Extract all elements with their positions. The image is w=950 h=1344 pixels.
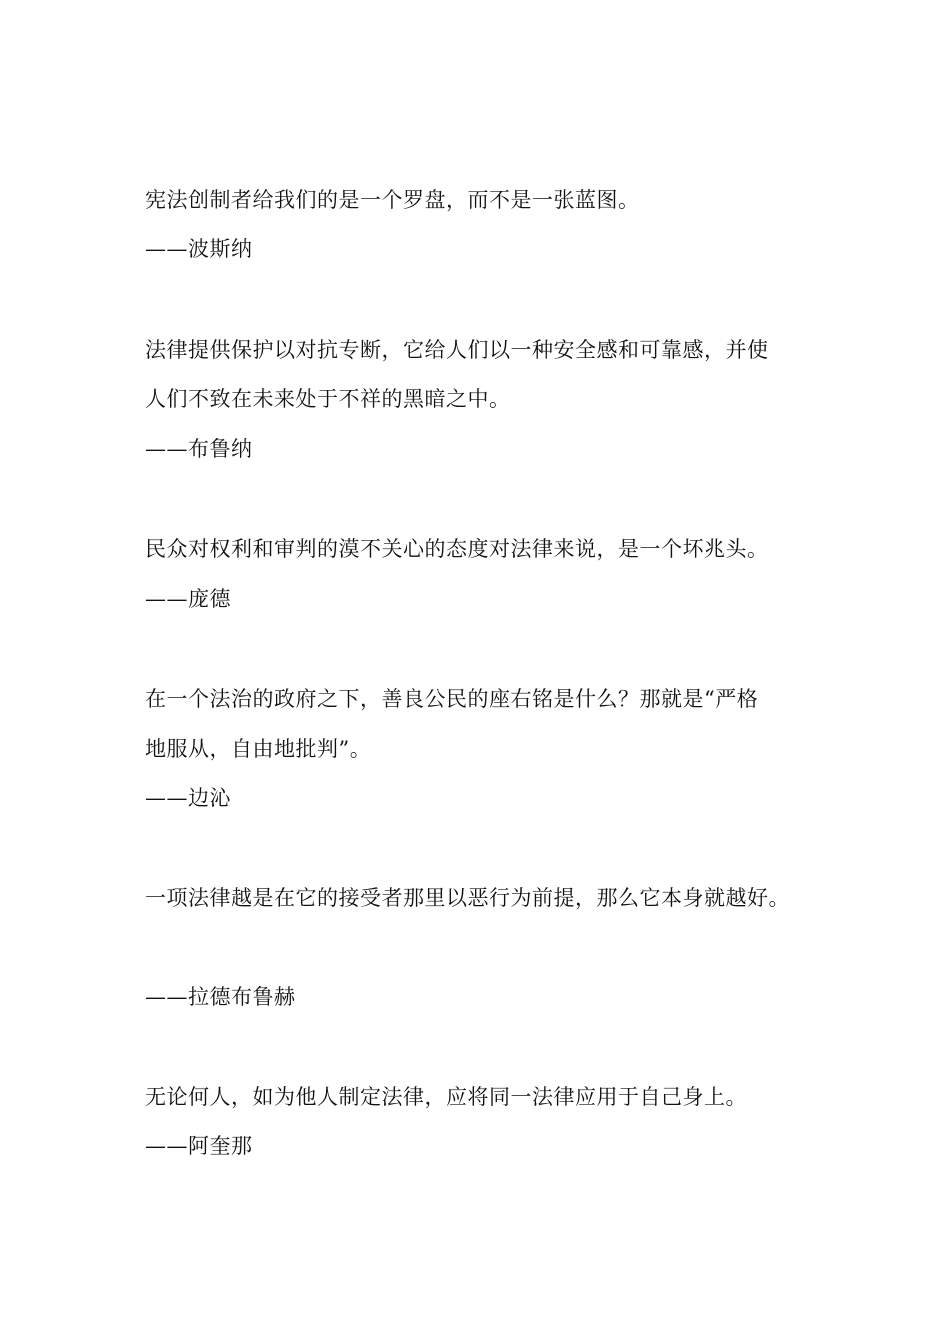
quote-3-author: ——庞德 bbox=[145, 587, 231, 611]
quote-4-line-1: 在一个法治的政府之下，善良公民的座右铭是什么？那就是“严格 bbox=[145, 687, 759, 711]
quote-5-line-1: 一项法律越是在它的接受者那里以恶行为前提，那么它本身就越好。 bbox=[145, 886, 790, 910]
quote-3-line-1: 民众对权利和审判的漠不关心的态度对法律来说，是一个坏兆头。 bbox=[145, 537, 769, 561]
quote-1-line-1: 宪法创制者给我们的是一个罗盘，而不是一张蓝图。 bbox=[145, 188, 640, 212]
quote-6-line-1: 无论何人，如为他人制定法律，应将同一法律应用于自己身上。 bbox=[145, 1085, 747, 1109]
quote-2-line-1: 法律提供保护以对抗专断，它给人们以一种安全感和可靠感，并使 bbox=[145, 338, 769, 362]
quote-2-author: ——布鲁纳 bbox=[145, 437, 253, 461]
quote-4-line-2: 地服从，自由地批判”。 bbox=[145, 737, 372, 761]
quote-6-author: ——阿奎那 bbox=[145, 1134, 253, 1158]
quote-5-author: ——拉德布鲁赫 bbox=[145, 985, 296, 1009]
quote-1-author: ——波斯纳 bbox=[145, 237, 253, 261]
quote-2-line-2: 人们不致在未来处于不祥的黑暗之中。 bbox=[145, 387, 511, 411]
quote-4-author: ——边沁 bbox=[145, 786, 231, 810]
